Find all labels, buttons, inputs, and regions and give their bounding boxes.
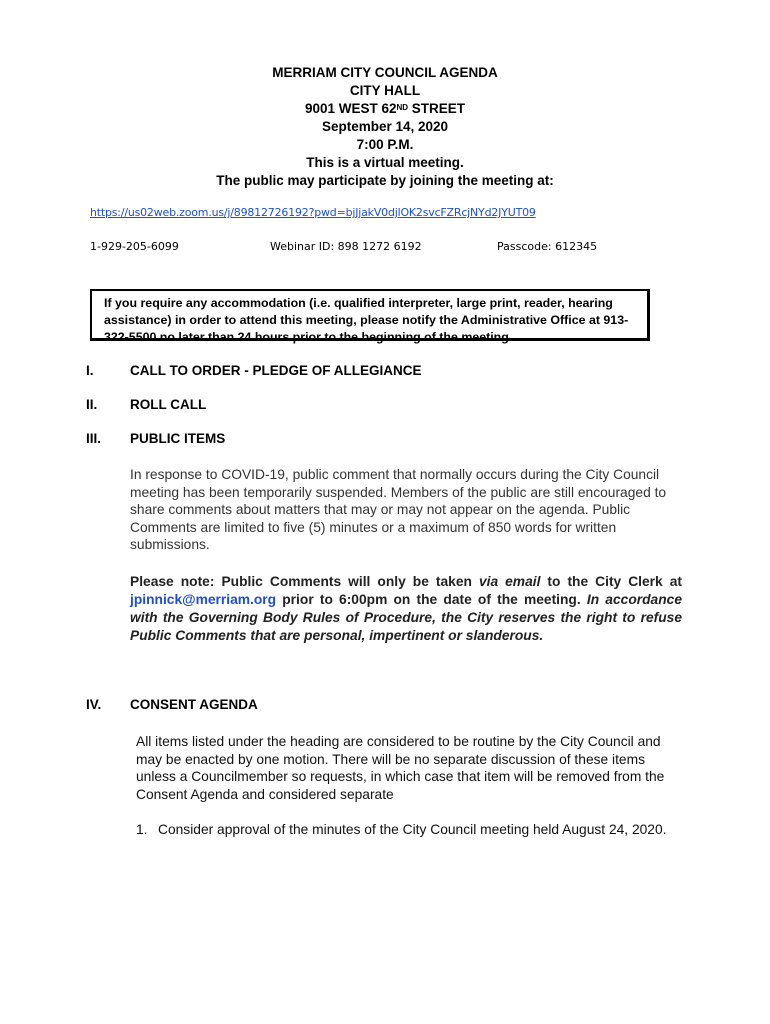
section-roll-call <box>86 397 686 415</box>
dial-in-info <box>90 240 650 256</box>
clerk-email-link[interactable]: jpinnick@merriam.org <box>130 592 277 607</box>
note-text-2: to the City Clerk at <box>540 574 682 589</box>
passcode: Passcode: 612345 <box>497 240 598 253</box>
agenda-date: September 14, 2020 <box>321 119 449 134</box>
accommodation-notice-text: If you require any accommodation (i.e. qualified interpreter, large print, reader, hearing assistance) in order to attend this meeting, please notify the Administrative Office at 913-322-5500 no later than 24 hours prior to the beginning of the meeting. <box>104 296 629 344</box>
public-items-paragraph: In response to COVID-19, public comment that normally occurs during the City Council meeting has been temporarily suspended. Members of the public are still encouraged to share comments about matters that may or may not appear on the agenda. Public Comments are limited to five (5) minutes or a maximum of 850 words for written submissions. <box>130 467 667 552</box>
consent-item-text: Consider approval of the minutes of the City Council meeting held August 24, 2020. <box>158 822 667 837</box>
accommodation-notice-box <box>90 289 650 344</box>
public-comment-note <box>130 573 682 645</box>
virtual-meeting-note: This is a virtual meeting. <box>306 155 464 170</box>
note-rules-italic: In accordance with the Governing Body Rules of Procedure, the City reserves the right to refuse Public Comments that are personal, impertinent or slanderous. <box>130 592 682 643</box>
dial-in-phone: 1-929-205-6099 <box>90 240 179 253</box>
consent-agenda-paragraph: All items listed under the heading are considered to be routine by the City Council and may be enacted by one motion. There will be no separate discussion of these items unless a Councilmember so requests, in which case that item will be removed from the Consent Agenda and considered separate <box>136 734 665 802</box>
section-number: I. <box>86 363 94 378</box>
agenda-time: 7:00 P.M. <box>356 137 414 152</box>
participate-note: The public may participate by joining the meeting at: <box>216 173 554 188</box>
section-title: ROLL CALL <box>130 397 207 412</box>
section-title: CALL TO ORDER - PLEDGE OF ALLEGIANCE <box>130 363 422 378</box>
agenda-address <box>0 100 770 118</box>
note-text-1: Please note: Public Comments will only be taken <box>130 574 479 589</box>
agenda-title: MERRIAM CITY COUNCIL AGENDA <box>272 65 498 80</box>
zoom-meeting-link[interactable]: https://us02web.zoom.us/j/89812726192?pwd=bjJjakV0djlOK2svcFZRcjNYd2JYUT09 <box>90 206 536 219</box>
consent-item-number: 1. <box>136 822 148 837</box>
section-call-to-order <box>86 363 686 381</box>
section-number: IV. <box>86 697 102 712</box>
section-title: PUBLIC ITEMS <box>130 431 226 446</box>
section-consent-agenda <box>86 697 686 715</box>
address-suffix: STREET <box>408 101 466 116</box>
agenda-location: CITY HALL <box>349 83 421 98</box>
agenda-header <box>0 64 770 190</box>
address-prefix: 9001 WEST 62 <box>304 101 397 116</box>
section-title: CONSENT AGENDA <box>130 697 258 712</box>
section-number: III. <box>86 431 102 446</box>
section-public-items <box>86 431 686 449</box>
note-text-3: prior to 6:00pm on the date of the meeting. <box>276 592 587 607</box>
note-via-email: via email <box>478 574 541 589</box>
section-number: II. <box>86 397 98 412</box>
address-superscript: ND <box>396 103 409 112</box>
webinar-id: Webinar ID: 898 1272 6192 <box>270 240 422 253</box>
